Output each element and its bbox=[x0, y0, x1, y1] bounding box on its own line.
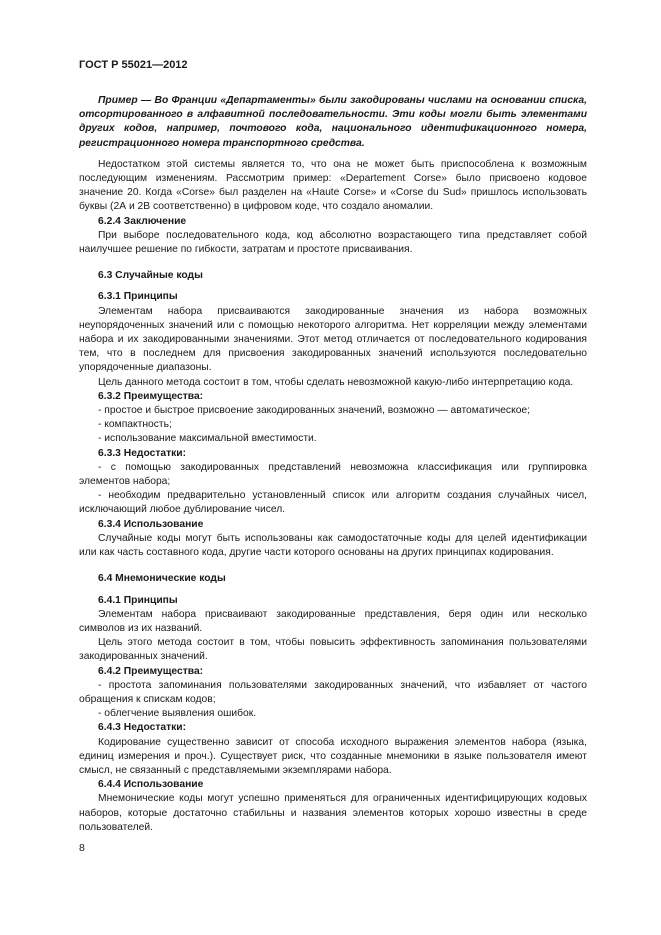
example-paragraph: Пример — Во Франции «Департаменты» были закодированы числами на основании списка, отсортированного в алфавитной последовательности. Эти коды могли быть элементами других кодов, например, почтового кода, национального идентификационного номера, регистрационного номера транспортного средства. bbox=[79, 95, 587, 149]
heading-6-3: 6.3 Случайные коды bbox=[98, 270, 203, 282]
heading-6-3-2: 6.3.2 Преимущества: bbox=[98, 390, 204, 402]
list-item: - облегчение выявления ошибок. bbox=[98, 708, 257, 720]
page-number: 8 bbox=[79, 842, 85, 854]
heading-6-2-4: 6.2.4 Заключение bbox=[98, 215, 187, 227]
paragraph: Цель этого метода состоит в том, чтобы повысить эффективность запоминания пользователями закодированных значений. bbox=[79, 637, 587, 663]
page-header: ГОСТ Р 55021—2012 bbox=[79, 59, 188, 71]
paragraph: Кодирование существенно зависит от способа исходного выражения элементов набора (языка, единиц измерения и проч.). Существует риск, что созданные мнемоники в языке пользователя имеют смысл, не связанный с представляемыми экземплярами набора. bbox=[79, 736, 587, 776]
heading-6-4-3: 6.4.3 Недостатки: bbox=[98, 722, 187, 734]
paragraph: Недостатком этой системы является то, что она не может быть приспособлена к возможным последующим изменениям. Рассмотрим пример: «Departement Corse» было присвоено кодовое значение 20. Когда «Corse» был разделен на «Haute Corse» и «Corse du Sud» пришлось использовать буквы (2А и 2В соответственно) в цифровом коде, что создало аномалии. bbox=[79, 158, 587, 213]
paragraph: Мнемонические коды могут успешно применяться для ограниченных идентифицирующих кодовых наборов, которые достаточно стабильны и названия элементов которых хорошо известны в среде пользователей. bbox=[79, 793, 587, 833]
paragraph: Случайные коды могут быть использованы как самодостаточные коды для целей идентификации или как часть составного кода, другие части которого основаны на других принципах кодирования. bbox=[79, 532, 587, 559]
heading-6-4-1: 6.4.1 Принципы bbox=[98, 594, 178, 606]
list-item: - простое и быстрое присвоение закодированных значений, возможно — автоматическое; bbox=[98, 405, 531, 417]
document-body bbox=[79, 94, 587, 835]
heading-6-4-4: 6.4.4 Использование bbox=[98, 779, 204, 791]
list-item: - простота запоминания пользователями закодированных значений, что избавляет от частого обращения к спискам кодов; bbox=[79, 679, 587, 705]
paragraph: Элементам набора присваиваются закодированные значения из набора возможных неупорядоченных значений или с помощью некоторого алгоритма. Нет корреляции между элементами набора и их закодированными значениями. Этот метод отличается от последовательного кодирования тем, что в последнем для присвоения закодированных значений используются последовательно упорядоченные диапазоны. bbox=[79, 305, 587, 374]
paragraph: Элементам набора присваивают закодированные представления, беря один или несколько символов из их названий. bbox=[79, 608, 587, 634]
heading-6-4-2: 6.4.2 Преимущества: bbox=[98, 665, 204, 677]
heading-6-3-3: 6.3.3 Недостатки: bbox=[98, 447, 187, 459]
paragraph: Цель данного метода состоит в том, чтобы сделать невозможной какую-либо интерпретацию кода. bbox=[98, 376, 574, 388]
list-item: - использование максимальной вместимости. bbox=[98, 433, 317, 445]
list-item: - необходим предварительно установленный список или алгоритм создания случайных чисел, исключающий любое дублирование чисел. bbox=[79, 490, 587, 516]
heading-6-3-1: 6.3.1 Принципы bbox=[98, 291, 178, 303]
paragraph: При выборе последовательного кода, код абсолютно возрастающего типа представляет собой наилучшее решение по гибкости, затратам и простоте присваивания. bbox=[79, 229, 587, 256]
list-item: - с помощью закодированных представлений невозможна классификация или группировка элементов набора; bbox=[79, 461, 587, 488]
heading-6-3-4: 6.3.4 Использование bbox=[98, 518, 204, 530]
heading-6-4: 6.4 Мнемонические коды bbox=[98, 573, 226, 585]
list-item: - компактность; bbox=[98, 419, 172, 431]
